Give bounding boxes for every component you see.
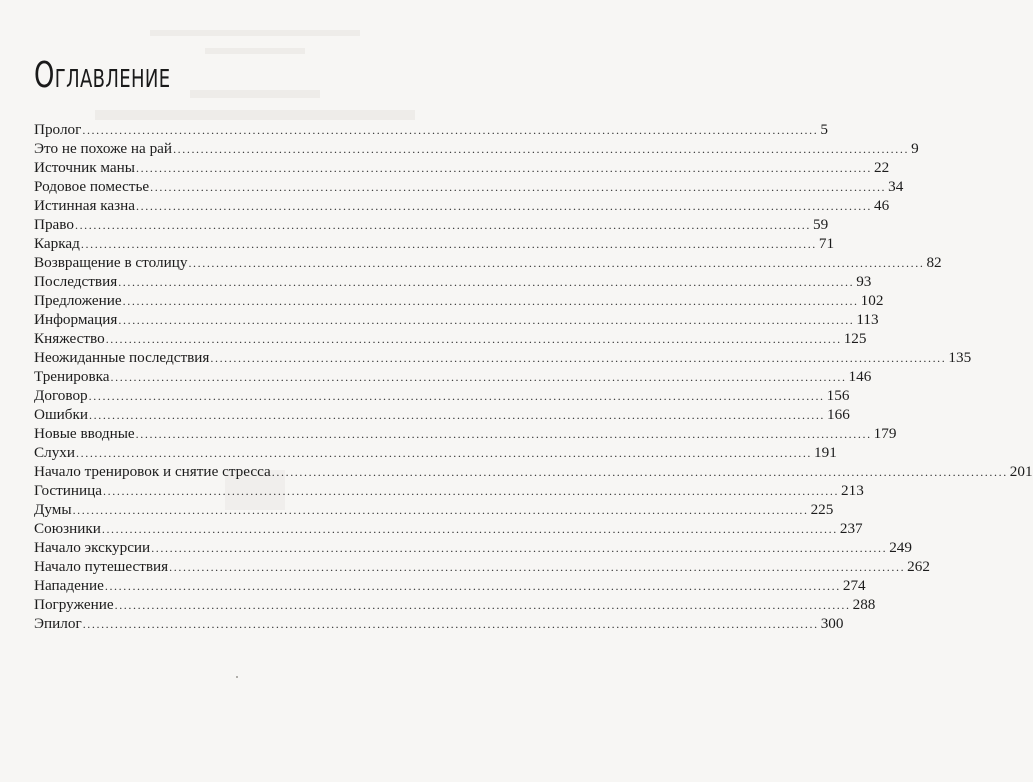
toc-entry [34, 481, 864, 500]
toc-entry-page-number: 213 [841, 482, 864, 500]
toc-entry-page-number: 300 [820, 615, 844, 633]
toc-entry [34, 367, 872, 386]
toc-entry-page-number: 274 [842, 577, 866, 595]
toc-entry-page-number: 191 [814, 444, 837, 462]
show-through-line [205, 48, 305, 54]
show-through-line [95, 110, 415, 120]
toc-entry-title: Эпилог [34, 615, 82, 633]
toc-entry [34, 462, 1033, 481]
toc-entry-page-number: 135 [948, 349, 972, 367]
toc-entry-page-number: 34 [888, 178, 904, 196]
dot-leader: ................................................................................................................................................................ [173, 142, 910, 157]
dot-leader: ................................................................................................................................................................ [89, 408, 826, 423]
toc-entry [34, 234, 835, 253]
dot-leader: ................................................................................................................................................................ [136, 199, 873, 214]
toc-entry-title: Это не похоже на рай [34, 140, 173, 158]
toc-entry-title: Думы [34, 501, 72, 519]
toc-entry-page-number: 179 [873, 425, 897, 443]
toc-entry [34, 177, 904, 196]
paper-speck [236, 676, 238, 678]
dot-leader: ................................................................................................................................................................ [82, 123, 819, 137]
toc-entry-title: Союзники [34, 520, 101, 538]
toc-entry [34, 614, 844, 633]
toc-entry-title: Пролог [34, 121, 82, 138]
toc-entry [34, 120, 828, 139]
toc-entry [34, 576, 866, 595]
toc-entry-title: Слухи [34, 444, 76, 462]
toc-entry-page-number: 166 [827, 406, 850, 424]
toc-entry-page-number: 59 [812, 216, 829, 234]
toc-entry-page-number: 262 [907, 558, 930, 576]
toc-entry-title: Начало путешествия [34, 558, 169, 576]
dot-leader: ................................................................................................................................................................ [101, 522, 838, 537]
toc-entry-page-number: 237 [839, 520, 863, 538]
dot-leader: ................................................................................................................................................................ [74, 218, 811, 233]
toc-entry [34, 272, 872, 291]
toc-entry [34, 386, 850, 405]
toc-entry [34, 405, 850, 424]
dot-leader: ................................................................................................................................................................ [136, 161, 872, 176]
toc-entry-title: Каркад [34, 235, 80, 253]
toc-entry-title: Родовое поместье [34, 178, 150, 196]
toc-entry-page-number: 125 [843, 330, 867, 348]
toc-entry [34, 215, 829, 234]
toc-entry-title: Начало тренировок и снятие стресса [34, 463, 271, 481]
toc-entry [34, 196, 890, 215]
toc-entry [34, 329, 867, 348]
toc-entry-title: Княжество [34, 330, 105, 348]
dot-leader: ................................................................................................................................................................ [105, 332, 842, 347]
toc-entry-page-number: 113 [856, 311, 879, 329]
dot-leader: ................................................................................................................................................................ [72, 503, 809, 518]
toc-entry-title: Нападение [34, 577, 104, 595]
toc-entry-page-number: 22 [874, 159, 890, 177]
dot-leader: ................................................................................................................................................................ [118, 275, 855, 290]
toc-entry-title: Погружение [34, 596, 114, 614]
toc-entry-page-number: 225 [810, 501, 834, 519]
toc-entry-title: Новые вводные [34, 425, 135, 443]
dot-leader: ................................................................................................................................................................ [103, 484, 840, 499]
toc-entry [34, 348, 972, 367]
dot-leader: ................................................................................................................................................................ [104, 579, 841, 594]
toc-entry-title: Неожиданные последствия [34, 349, 210, 367]
toc-entry-title: Ошибки [34, 406, 89, 424]
toc-entry [34, 158, 890, 177]
toc-entry-page-number: 71 [818, 235, 835, 253]
dot-leader: ................................................................................................................................................................ [122, 294, 859, 309]
toc-entry-title: Последствия [34, 273, 118, 291]
toc-entry [34, 500, 834, 519]
toc-entry-page-number: 146 [848, 368, 872, 386]
toc-entry [34, 538, 912, 557]
table-of-contents [34, 120, 1033, 633]
dot-leader: ................................................................................................................................................................ [188, 256, 925, 271]
toc-entry-title: Гостиница [34, 482, 103, 500]
toc-entry-page-number: 9 [911, 140, 919, 158]
toc-entry [34, 519, 863, 538]
toc-entry-page-number: 102 [860, 292, 884, 310]
dot-leader: ................................................................................................................................................................ [151, 541, 888, 556]
dot-leader: ................................................................................................................................................................ [150, 180, 887, 195]
toc-entry [34, 253, 942, 272]
toc-entry [34, 443, 837, 462]
toc-entry [34, 139, 919, 158]
toc-entry-page-number: 249 [889, 539, 912, 557]
toc-entry [34, 291, 884, 310]
toc-entry-title: Право [34, 216, 74, 234]
show-through-line [190, 90, 320, 98]
toc-entry [34, 310, 879, 329]
dot-leader: ................................................................................................................................................................ [210, 351, 947, 366]
toc-entry [34, 557, 930, 576]
toc-entry-page-number: 46 [874, 197, 890, 215]
toc-entry-page-number: 156 [826, 387, 850, 405]
toc-entry [34, 424, 897, 443]
dot-leader: ................................................................................................................................................................ [135, 427, 872, 442]
dot-leader: ................................................................................................................................................................ [88, 389, 825, 404]
dot-leader: ................................................................................................................................................................ [110, 370, 847, 385]
dot-leader: ................................................................................................................................................................ [118, 313, 855, 328]
toc-entry-title: Договор [34, 387, 88, 405]
dot-leader: ................................................................................................................................................................ [76, 446, 813, 461]
toc-entry-page-number: 201 [1009, 463, 1033, 481]
toc-entry-title: Начало экскурсии [34, 539, 151, 557]
toc-entry-title: Истинная казна [34, 197, 136, 215]
toc-entry-title: Источник маны [34, 159, 135, 177]
page-title: Оглавление [34, 55, 171, 96]
toc-entry-page-number: 5 [820, 121, 828, 138]
dot-leader: ................................................................................................................................................................ [114, 598, 851, 613]
toc-entry-page-number: 82 [926, 254, 942, 272]
toc-entry-title: Тренировка [34, 368, 110, 386]
toc-entry-title: Информация [34, 311, 118, 329]
dot-leader: ................................................................................................................................................................ [82, 617, 819, 632]
show-through-line [150, 30, 360, 36]
toc-entry-page-number: 288 [852, 596, 876, 614]
toc-entry-title: Возвращение в столицу [34, 254, 188, 272]
toc-entry [34, 595, 876, 614]
toc-entry-title: Предложение [34, 292, 122, 310]
toc-entry-page-number: 93 [856, 273, 872, 291]
dot-leader: ................................................................................................................................................................ [80, 237, 817, 252]
dot-leader: ................................................................................................................................................................ [271, 465, 1008, 480]
dot-leader: ................................................................................................................................................................ [169, 560, 906, 575]
